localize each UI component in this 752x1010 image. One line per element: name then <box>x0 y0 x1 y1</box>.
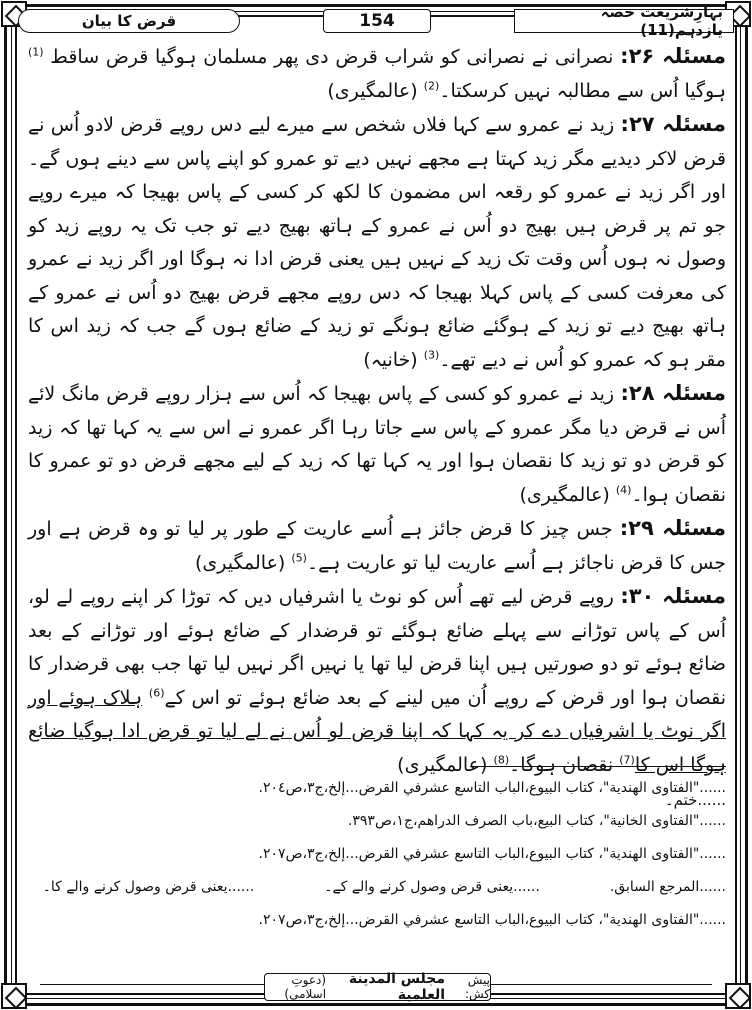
footnote-row <box>28 871 726 904</box>
masala-text: زید نے عمرو سے کہا فلاں شخص سے میرے لیے دس روپے قرض لادو اُس نے قرض لاکر دیدیے مگر زید کہتا ہے مجھے نہیں دیے تو عمرو کو اپنے پاس سے دینے ہوں گے۔اور اگر زید نے عمرو کو رقعہ اس مضمون کا لکھ کر کسی کے پاس بھیجا کہ میرے روپے جو تم پر قرض ہیں بھیج دو اُس نے عمرو کے ہاتھ بھیج دیے تو جب تک یہ روپے زید کو وصول نہ ہوں اُس وقت تک زید کے نہیں ہیں یعنی قرض ادا نہ ہوگا اور اگر زید نے عمرو کی معرفت کسی کے پاس کہلا بھیجا کہ دس روپے مجھے قرض بھیج دو اُس نے عمرو کے ہاتھ بھیج دیے تو زید کے ہوگئے ضائع ہونگے تو زید کے ضائع ہوں گے جب کہ زید اس کا مقر ہو کہ عمرو کو اُس نے دیے تھے۔ <box>28 114 726 371</box>
footnote-7: ......"الفتاوی الهندية"، كتاب البيوع،الباب التاسع عشرفي القرض...إلخ،ج٣،ص٢٠٧. <box>258 912 726 928</box>
masala-26 <box>28 40 726 108</box>
footnote-marker: (2) <box>423 79 440 93</box>
masala-text: ہلاک ہوئے اور اگر نوٹ یا اشرفیاں دے کر یہ کہا کہ اپنا قرض لو اُس نے لے لیا تو قرض ادا ہوگیا ضائع ہوگا اس کا <box>28 686 726 776</box>
footnote-marker: (6) <box>148 686 165 700</box>
footnote-6: ......یعنی قرض وصول کرنے والے کا۔ <box>42 879 255 895</box>
reference: (خانیہ) <box>363 348 418 371</box>
footnote-marker: (4) <box>615 483 632 497</box>
footnote-2: ......"الفتاوى الخانية"، كتاب البيع،باب الصرف الدراهم،ج١،ص٣٩٣. <box>347 813 726 829</box>
masala-text: نقصان ہوگا۔ <box>509 753 614 776</box>
masala-30 <box>28 580 726 782</box>
masala-label: مسئلہ ۲۷: <box>620 112 726 136</box>
masala-label: مسئلہ ۲۶: <box>620 44 727 68</box>
footnote-marker: (1) <box>28 45 44 59</box>
footnote-marker: (7) <box>619 753 635 767</box>
corner-ornament-bottom-right <box>725 983 751 1009</box>
footnote-4: ......المرجع السابق. <box>609 879 726 895</box>
book-title: بہارِشریعت حصہ یازدہم(11) <box>514 9 734 33</box>
publisher-name: مجلس المدينة العلمية <box>348 971 446 1003</box>
footnote-separator <box>470 766 726 767</box>
end-marker: ......ختم۔ <box>664 791 726 809</box>
footnote-marker: (5) <box>291 551 307 565</box>
presented-by-label: پیش کش: <box>464 973 490 1001</box>
page-header <box>18 3 734 39</box>
chapter-topic: قرض کا بیان <box>18 9 240 33</box>
reference: (عالمگیری) <box>397 753 488 776</box>
masala-29 <box>28 512 726 580</box>
publisher-sub: (دعوتِ اسلامی) <box>284 973 327 1001</box>
masala-label: مسئلہ ۳۰: <box>620 584 726 608</box>
footnote-marker: (8) <box>493 753 510 767</box>
page-number: 154 <box>323 9 431 33</box>
corner-ornament-bottom-left <box>1 983 27 1009</box>
reference: (عالمگیری) <box>519 483 610 506</box>
footnote-marker: (3) <box>423 348 440 362</box>
publisher-footer <box>264 973 491 1001</box>
reference: (عالمگیری) <box>327 79 418 102</box>
footnote-3: ......"الفتاوی الهندية"، كتاب البيوع،الباب التاسع عشرفي القرض...إلخ،ج٣،ص٢٠٧. <box>258 846 726 862</box>
reference: (عالمگیری) <box>195 551 286 574</box>
footnote-1: ......"الفتاوی الهندية"، كتاب البيوع،الباب التاسع عشرفي القرض...إلخ،ج٣،ص٢٠٤. <box>258 780 726 796</box>
footnote-5: ......یعنی قرض وصول کرنے والے کے۔ <box>324 879 540 895</box>
footnotes <box>28 772 726 937</box>
masala-label: مسئلہ ۲۹: <box>619 516 726 540</box>
masala-text: زید نے عمرو کو کسی کے پاس بھیجا کہ اُس سے ہزار روپے قرض مانگ لائے اُس نے قرض دیا مگر عمرو کے پاس سے جاتا رہا اگر عمرو نے اس سے یہ کہا تھا کہ زید کو قرض دو تو زید کا نقصان ہوا اور یہ کہا تھا کہ زید کے لیے مجھے قرض دو تو عمرو کا نقصان ہوا۔ <box>28 383 726 506</box>
masala-text: جس چیز کا قرض جائز ہے اُسے عاریت کے طور پر لیا تو وہ قرض ہے اور جس کا قرض ناجائز ہے اُسے عاریت لیا تو عاریت ہے۔ <box>28 518 726 574</box>
masala-text: روپے قرض لیے تھے اُس کو نوٹ یا اشرفیاں دیں کہ توڑا کر اپنے روپے لے لو، اُس کے پاس توڑانے سے پہلے ضائع ہوگئے تو قرضدار کے ضائع ہوئے اور توڑانے کے بعد ضائع ہوئے تو دو صورتیں ہیں اپنا قرض لیا تھا یا نہیں اگر نہیں لیا تھا جب بھی قرضدار کا نقصان ہوا اور قرض کے روپے اُن میں لینے کے بعد ضائع ہوئے تو اس کے <box>28 586 726 709</box>
masala-text: نصرانی نے نصرانی کو شراب قرض دی پھر مسلمان ہوگیا قرض ساقط <box>50 46 614 68</box>
masala-label: مسئلہ ۲۸: <box>620 381 726 405</box>
masala-27 <box>28 108 726 377</box>
masala-28 <box>28 377 726 512</box>
masala-text: ہوگیا اُس سے مطالبہ نہیں کرسکتا۔ <box>439 79 726 102</box>
